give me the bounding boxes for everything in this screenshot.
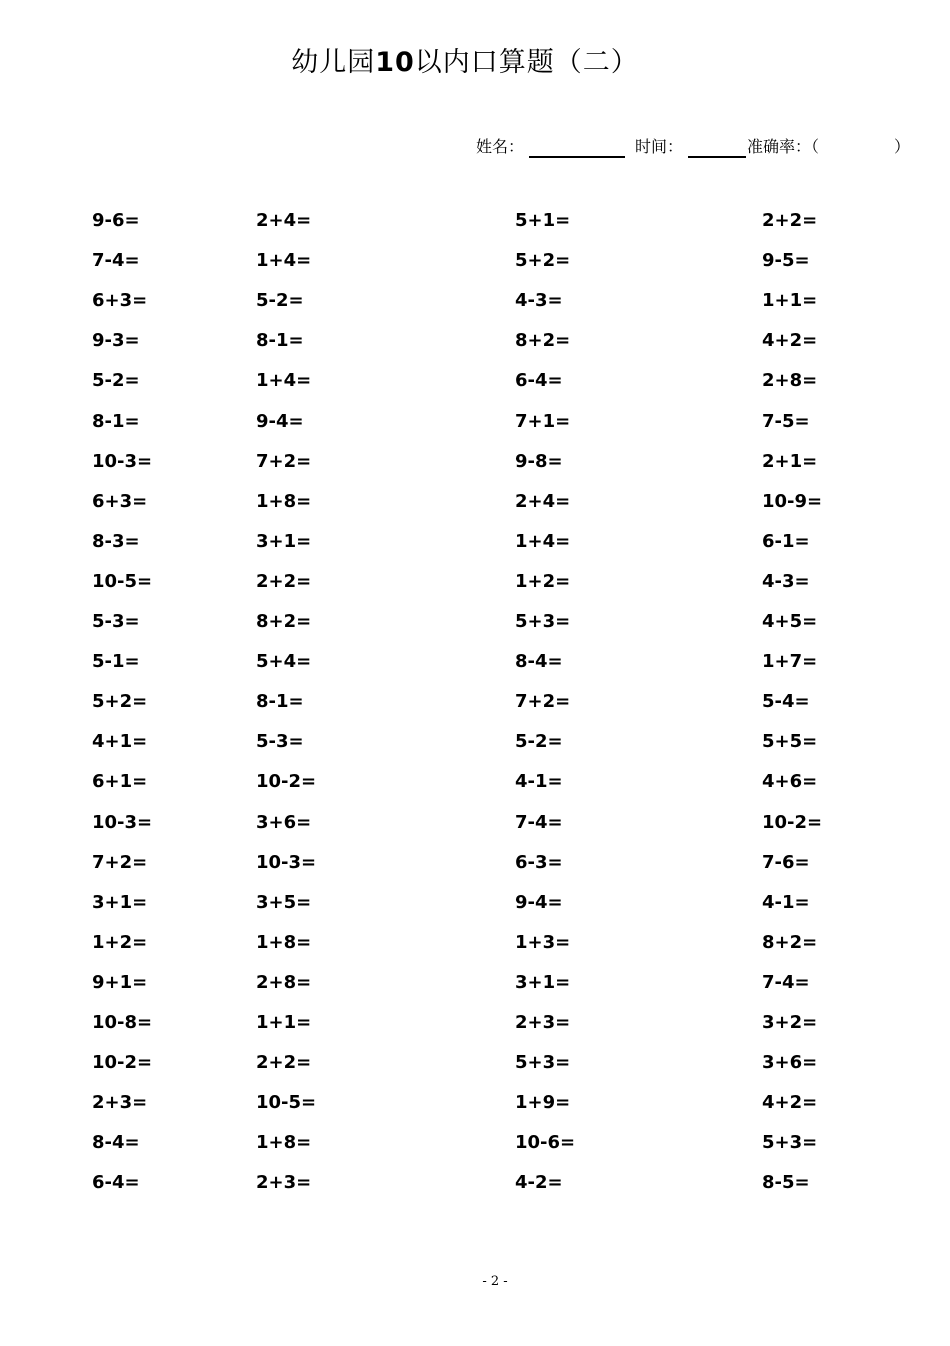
math-problem: 9-4= [515,892,563,913]
math-problem: 8-1= [92,411,140,432]
math-problem: 10-3= [92,451,153,472]
time-label: 时间： [635,137,684,156]
math-problem: 10-3= [256,852,317,873]
student-info [476,130,916,160]
title-prefix: 幼儿园 [291,47,376,78]
math-problem: 1+1= [256,1012,312,1033]
math-problem: 5+4= [256,651,312,672]
page-number: - 2 - [482,1274,508,1289]
math-problem: 6-1= [762,531,810,552]
math-problem: 1+3= [515,932,571,953]
math-problem: 4+1= [92,731,148,752]
math-problem: 8-5= [762,1172,810,1193]
math-problem: 10-2= [762,812,823,833]
math-problem: 7-6= [762,852,810,873]
math-problem: 1+4= [256,370,312,391]
math-problem: 6-3= [515,852,563,873]
math-problem: 10-5= [256,1092,317,1113]
math-problem: 1+8= [256,491,312,512]
math-problem: 4-1= [762,892,810,913]
math-problem: 9+1= [92,972,148,993]
math-problem: 8-3= [92,531,140,552]
math-problem: 8+2= [256,611,312,632]
math-problem: 2+8= [256,972,312,993]
math-problem: 10-9= [762,491,823,512]
name-label: 姓名： [476,137,525,156]
math-problem: 9-8= [515,451,563,472]
math-problem: 5-3= [92,611,140,632]
math-problem: 5+3= [515,611,571,632]
math-problem: 4+5= [762,611,818,632]
math-problem: 1+2= [515,571,571,592]
math-problem: 5+5= [762,731,818,752]
math-problem: 2+2= [762,210,818,231]
math-problem: 5-2= [515,731,563,752]
math-problem: 7-4= [515,812,563,833]
math-problem: 9-4= [256,411,304,432]
math-problem: 1+8= [256,1132,312,1153]
math-problem: 1+9= [515,1092,571,1113]
math-problem: 4-1= [515,771,563,792]
math-problem: 1+2= [92,932,148,953]
math-problem: 6+3= [92,491,148,512]
math-problem: 5+3= [515,1052,571,1073]
math-problem: 1+7= [762,651,818,672]
math-problem: 5+2= [515,250,571,271]
math-problem: 8-4= [92,1132,140,1153]
accuracy-close: ） [894,137,911,156]
math-problem: 4+2= [762,330,818,351]
math-problem: 5-4= [762,691,810,712]
name-blank-line[interactable] [529,156,625,158]
math-problem: 6+1= [92,771,148,792]
math-problem: 5-1= [92,651,140,672]
title-number: 10 [375,47,415,78]
math-problem: 5-3= [256,731,304,752]
math-problem: 9-3= [92,330,140,351]
math-problem: 10-5= [92,571,153,592]
math-problem: 5-2= [92,370,140,391]
math-problem: 4-3= [515,290,563,311]
math-problem: 2+1= [762,451,818,472]
math-problem: 2+3= [92,1092,148,1113]
math-problem: 4-2= [515,1172,563,1193]
math-problem: 7+2= [515,691,571,712]
math-problem: 3+1= [92,892,148,913]
math-problem: 1+4= [256,250,312,271]
math-problem: 1+1= [762,290,818,311]
math-problem: 2+8= [762,370,818,391]
math-problem: 10-2= [256,771,317,792]
math-problem: 2+4= [515,491,571,512]
math-problem: 5-2= [256,290,304,311]
accuracy-label: 准确率：（ [747,137,820,156]
math-problem: 3+2= [762,1012,818,1033]
math-problem: 7+2= [256,451,312,472]
math-problem: 6+3= [92,290,148,311]
math-problem: 2+3= [256,1172,312,1193]
math-problem: 5+3= [762,1132,818,1153]
math-problem: 8+2= [515,330,571,351]
math-problem: 8-4= [515,651,563,672]
math-problem: 10-8= [92,1012,153,1033]
math-problem: 9-6= [92,210,140,231]
title-suffix: 以内口算题（二） [414,47,639,78]
math-problem: 9-5= [762,250,810,271]
math-problem: 6-4= [92,1172,140,1193]
math-problem: 10-2= [92,1052,153,1073]
math-problem: 3+1= [515,972,571,993]
math-problem: 10-3= [92,812,153,833]
math-problem: 7-4= [762,972,810,993]
math-problem: 7+1= [515,411,571,432]
math-problem: 7-5= [762,411,810,432]
math-problem: 8-1= [256,691,304,712]
math-problem: 3+6= [762,1052,818,1073]
page-title [0,40,930,79]
math-problem: 8+2= [762,932,818,953]
math-problem: 4+6= [762,771,818,792]
math-problem: 1+8= [256,932,312,953]
math-problem: 2+3= [515,1012,571,1033]
math-problem: 5+2= [92,691,148,712]
math-problem: 1+4= [515,531,571,552]
math-problem: 7-4= [92,250,140,271]
time-blank-line[interactable] [688,156,746,158]
math-problem: 4-3= [762,571,810,592]
math-problem: 2+2= [256,571,312,592]
math-problem: 3+1= [256,531,312,552]
math-problem: 5+1= [515,210,571,231]
math-problem: 3+5= [256,892,312,913]
math-problem: 3+6= [256,812,312,833]
math-problem: 4+2= [762,1092,818,1113]
math-problem: 10-6= [515,1132,576,1153]
math-problem: 7+2= [92,852,148,873]
math-problem: 8-1= [256,330,304,351]
math-problem: 6-4= [515,370,563,391]
math-problem: 2+2= [256,1052,312,1073]
math-problem: 2+4= [256,210,312,231]
